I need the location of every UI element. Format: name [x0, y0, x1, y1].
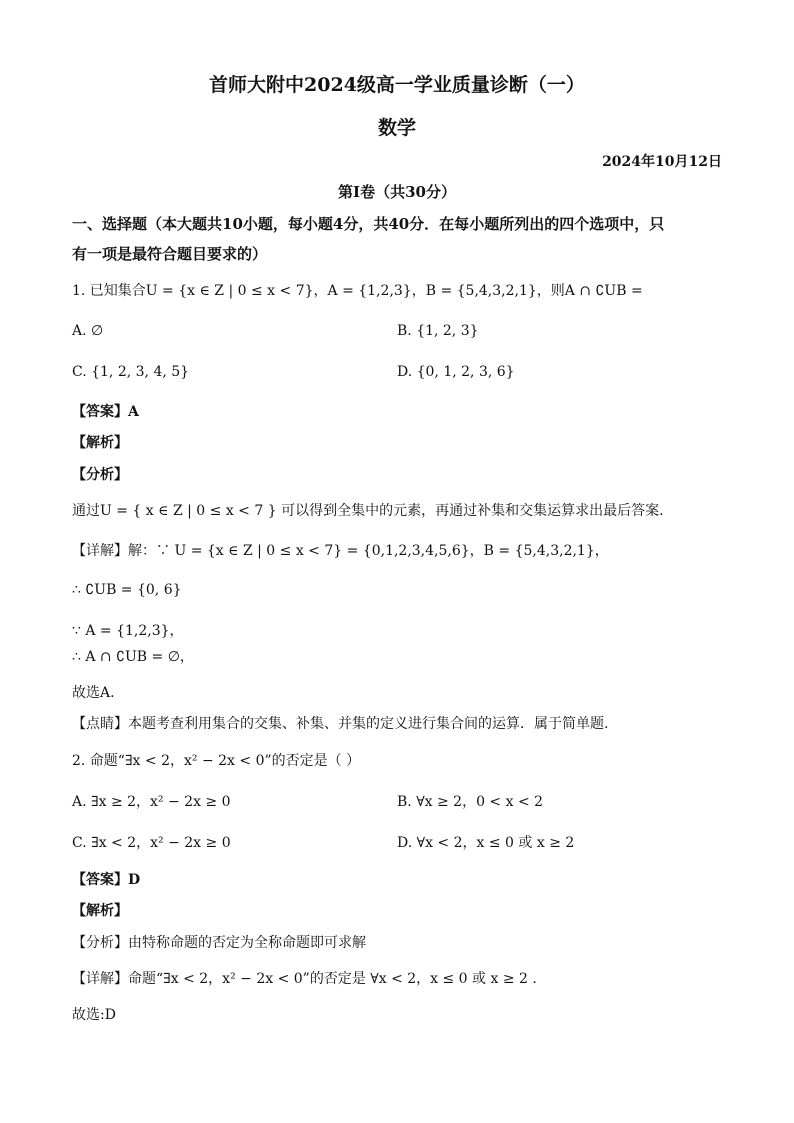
q2-detail: 【详解】命题“∃x < 2，x² − 2x < 0”的否定是 ∀x < 2，x ≤ 0 或 x ≥ 2 .	[72, 971, 537, 987]
q1-option-a: A. ∅	[72, 323, 104, 339]
q1-step2: ∵ A = {1,2,3}，	[72, 623, 184, 639]
q2-option-c: C. ∃x < 2，x² − 2x ≥ 0	[72, 835, 231, 851]
q2-option-a: A. ∃x ≥ 2，x² − 2x ≥ 0	[72, 794, 231, 810]
q2-fenxi: 【分析】由特称命题的否定为全称命题即可求解	[72, 935, 366, 951]
q2-stem: 2. 命题“∃x < 2，x² − 2x < 0”的否定是（ ）	[72, 753, 361, 769]
q1-step3: ∴ A ∩ ∁UB = ∅，	[72, 649, 194, 665]
q1-detail: 【详解】解：∵ U = {x ∈ Z | 0 ≤ x < 7} = {0,1,2,3,4,5,6}，B = {5,4,3,2,1}，	[72, 543, 609, 559]
q1-fenxi-text: 通过U = { x ∈ Z | 0 ≤ x < 7 } 可以得到全集中的元素，再通过补集和交集运算求出最后答案.	[72, 503, 664, 519]
q2-choose: 故选:D	[72, 1007, 116, 1023]
q1-jiexi-label: 【解析】	[72, 435, 128, 451]
document-title: 首师大附中2024级高一学业质量诊断（一）	[209, 74, 585, 96]
section-heading-line1: 一、选择题（本大题共10小题，每小题4分，共40分．在每小题所列出的四个选项中，只	[72, 215, 665, 233]
q2-option-d: D. ∀x < 2，x ≤ 0 或 x ≥ 2	[397, 835, 575, 851]
q1-comment: 【点睛】本题考查利用集合的交集、补集、并集的定义进行集合间的运算．属于简单题.	[72, 716, 609, 732]
subject-title: 数学	[377, 117, 416, 139]
q1-answer: 【答案】A	[72, 404, 139, 420]
exam-date: 2024年10月12日	[602, 154, 722, 170]
section-heading-line2: 有一项是最符合题目要求的）	[72, 245, 268, 263]
q2-jiexi-label: 【解析】	[72, 903, 128, 919]
q1-stem: 1. 已知集合U = {x ∈ Z | 0 ≤ x < 7}，A = {1,2,3}，B = {5,4,3,2,1}，则A ∩ ∁UB =	[72, 283, 643, 299]
q1-fenxi-label: 【分析】	[72, 467, 128, 483]
q1-step1: ∴ ∁UB = {0, 6}	[72, 582, 182, 598]
q1-option-d: D. {0, 1, 2, 3, 6}	[397, 364, 515, 380]
q1-option-b: B. {1, 2, 3}	[397, 323, 479, 339]
q1-option-c: C. {1, 2, 3, 4, 5}	[72, 364, 190, 380]
q2-option-b: B. ∀x ≥ 2，0 < x < 2	[397, 794, 544, 810]
q2-answer: 【答案】D	[72, 872, 141, 888]
volume-heading: 第Ⅰ卷（共30分）	[338, 183, 456, 201]
q1-choose: 故选A.	[72, 685, 115, 701]
